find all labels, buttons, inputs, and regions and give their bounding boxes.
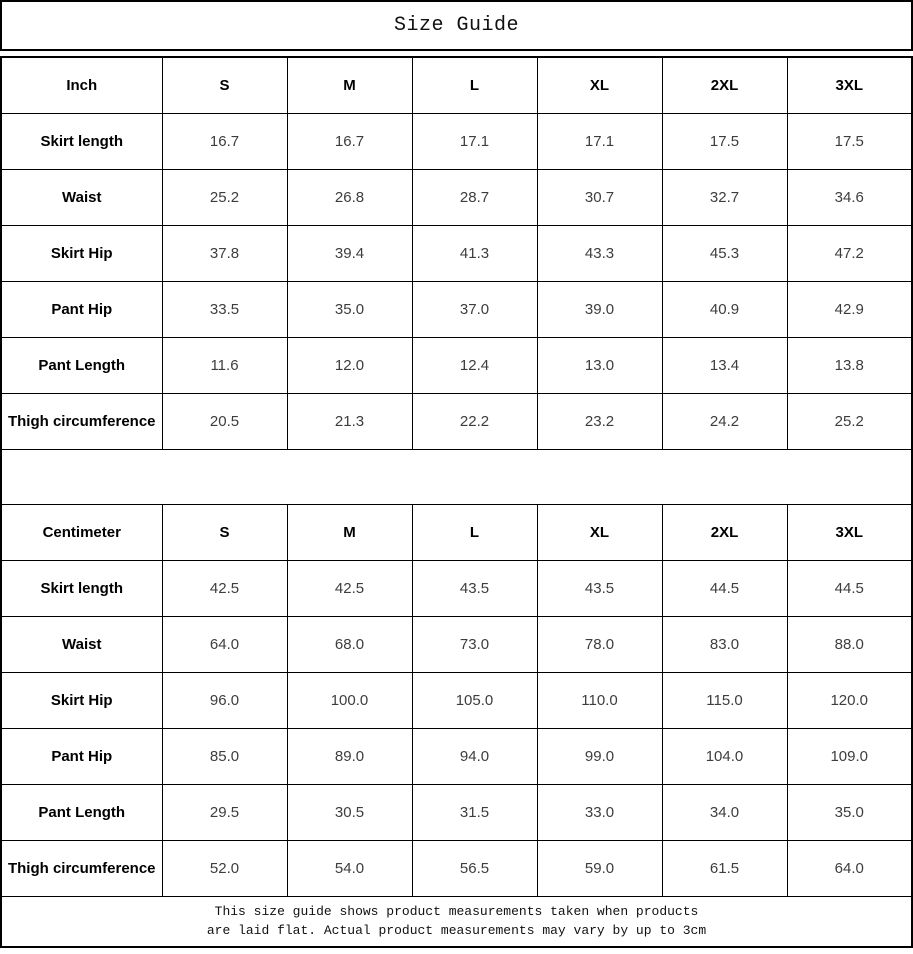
value-cell: 20.5 bbox=[162, 393, 287, 449]
size-header: 3XL bbox=[787, 504, 912, 560]
value-cell: 17.1 bbox=[412, 113, 537, 169]
value-cell: 41.3 bbox=[412, 225, 537, 281]
value-cell: 68.0 bbox=[287, 616, 412, 672]
table-row bbox=[1, 281, 912, 337]
value-cell: 34.0 bbox=[662, 784, 787, 840]
value-cell: 89.0 bbox=[287, 728, 412, 784]
value-cell: 109.0 bbox=[787, 728, 912, 784]
row-label: Skirt Hip bbox=[1, 225, 162, 281]
row-label: Waist bbox=[1, 616, 162, 672]
table-row bbox=[1, 169, 912, 225]
value-cell: 105.0 bbox=[412, 672, 537, 728]
value-cell: 35.0 bbox=[287, 281, 412, 337]
value-cell: 88.0 bbox=[787, 616, 912, 672]
value-cell: 45.3 bbox=[662, 225, 787, 281]
size-guide-table bbox=[0, 56, 913, 948]
value-cell: 100.0 bbox=[287, 672, 412, 728]
spacer-cell bbox=[1, 449, 912, 504]
value-cell: 43.3 bbox=[537, 225, 662, 281]
row-label: Pant Hip bbox=[1, 281, 162, 337]
value-cell: 32.7 bbox=[662, 169, 787, 225]
value-cell: 22.2 bbox=[412, 393, 537, 449]
value-cell: 47.2 bbox=[787, 225, 912, 281]
size-header: S bbox=[162, 57, 287, 113]
table-row bbox=[1, 560, 912, 616]
value-cell: 78.0 bbox=[537, 616, 662, 672]
value-cell: 13.8 bbox=[787, 337, 912, 393]
value-cell: 28.7 bbox=[412, 169, 537, 225]
value-cell: 25.2 bbox=[787, 393, 912, 449]
value-cell: 85.0 bbox=[162, 728, 287, 784]
table-row bbox=[1, 840, 912, 896]
size-header: S bbox=[162, 504, 287, 560]
table-row bbox=[1, 113, 912, 169]
value-cell: 44.5 bbox=[662, 560, 787, 616]
value-cell: 110.0 bbox=[537, 672, 662, 728]
size-header: M bbox=[287, 57, 412, 113]
table-row bbox=[1, 225, 912, 281]
value-cell: 104.0 bbox=[662, 728, 787, 784]
size-header: 2XL bbox=[662, 504, 787, 560]
value-cell: 94.0 bbox=[412, 728, 537, 784]
value-cell: 83.0 bbox=[662, 616, 787, 672]
value-cell: 42.5 bbox=[162, 560, 287, 616]
value-cell: 42.9 bbox=[787, 281, 912, 337]
value-cell: 34.6 bbox=[787, 169, 912, 225]
table-row bbox=[1, 616, 912, 672]
row-label: Pant Length bbox=[1, 337, 162, 393]
footer-note-line2: are laid flat. Actual product measurements may vary by up to 3cm bbox=[206, 923, 707, 939]
value-cell: 33.0 bbox=[537, 784, 662, 840]
inch-header-row bbox=[1, 57, 912, 113]
value-cell: 43.5 bbox=[537, 560, 662, 616]
row-label: Thigh circumference bbox=[1, 840, 162, 896]
value-cell: 13.4 bbox=[662, 337, 787, 393]
value-cell: 30.5 bbox=[287, 784, 412, 840]
value-cell: 16.7 bbox=[162, 113, 287, 169]
value-cell: 24.2 bbox=[662, 393, 787, 449]
value-cell: 17.5 bbox=[662, 113, 787, 169]
value-cell: 25.2 bbox=[162, 169, 287, 225]
value-cell: 64.0 bbox=[162, 616, 287, 672]
footer-note-line1: This size guide shows product measurements taken when products bbox=[214, 904, 699, 920]
row-label: Skirt length bbox=[1, 560, 162, 616]
table-row bbox=[1, 337, 912, 393]
value-cell: 39.4 bbox=[287, 225, 412, 281]
row-label: Skirt Hip bbox=[1, 672, 162, 728]
value-cell: 59.0 bbox=[537, 840, 662, 896]
value-cell: 23.2 bbox=[537, 393, 662, 449]
unit-header-centimeter: Centimeter bbox=[1, 504, 162, 560]
row-label: Thigh circumference bbox=[1, 393, 162, 449]
size-header: L bbox=[412, 57, 537, 113]
value-cell: 42.5 bbox=[287, 560, 412, 616]
size-header: M bbox=[287, 504, 412, 560]
value-cell: 12.4 bbox=[412, 337, 537, 393]
size-header: 3XL bbox=[787, 57, 912, 113]
row-label: Waist bbox=[1, 169, 162, 225]
table-row bbox=[1, 393, 912, 449]
size-header: XL bbox=[537, 504, 662, 560]
value-cell: 35.0 bbox=[787, 784, 912, 840]
table-row bbox=[1, 728, 912, 784]
value-cell: 12.0 bbox=[287, 337, 412, 393]
value-cell: 29.5 bbox=[162, 784, 287, 840]
row-label: Pant Length bbox=[1, 784, 162, 840]
centimeter-header-row bbox=[1, 504, 912, 560]
row-label: Pant Hip bbox=[1, 728, 162, 784]
value-cell: 31.5 bbox=[412, 784, 537, 840]
value-cell: 16.7 bbox=[287, 113, 412, 169]
value-cell: 30.7 bbox=[537, 169, 662, 225]
value-cell: 52.0 bbox=[162, 840, 287, 896]
unit-header-inch: Inch bbox=[1, 57, 162, 113]
footer-note-row bbox=[1, 896, 912, 947]
value-cell: 17.5 bbox=[787, 113, 912, 169]
title-box bbox=[0, 0, 913, 51]
value-cell: 99.0 bbox=[537, 728, 662, 784]
value-cell: 61.5 bbox=[662, 840, 787, 896]
value-cell: 39.0 bbox=[537, 281, 662, 337]
value-cell: 33.5 bbox=[162, 281, 287, 337]
table-row bbox=[1, 672, 912, 728]
value-cell: 73.0 bbox=[412, 616, 537, 672]
value-cell: 11.6 bbox=[162, 337, 287, 393]
value-cell: 37.0 bbox=[412, 281, 537, 337]
value-cell: 115.0 bbox=[662, 672, 787, 728]
value-cell: 21.3 bbox=[287, 393, 412, 449]
value-cell: 26.8 bbox=[287, 169, 412, 225]
size-header: L bbox=[412, 504, 537, 560]
row-label: Skirt length bbox=[1, 113, 162, 169]
value-cell: 13.0 bbox=[537, 337, 662, 393]
value-cell: 40.9 bbox=[662, 281, 787, 337]
table-row bbox=[1, 784, 912, 840]
footer-note-cell bbox=[1, 896, 912, 947]
size-header: 2XL bbox=[662, 57, 787, 113]
value-cell: 54.0 bbox=[287, 840, 412, 896]
value-cell: 17.1 bbox=[537, 113, 662, 169]
value-cell: 44.5 bbox=[787, 560, 912, 616]
value-cell: 56.5 bbox=[412, 840, 537, 896]
page-title: Size Guide bbox=[393, 14, 520, 37]
value-cell: 64.0 bbox=[787, 840, 912, 896]
size-header: XL bbox=[537, 57, 662, 113]
spacer-row bbox=[1, 449, 912, 504]
value-cell: 96.0 bbox=[162, 672, 287, 728]
value-cell: 37.8 bbox=[162, 225, 287, 281]
value-cell: 43.5 bbox=[412, 560, 537, 616]
value-cell: 120.0 bbox=[787, 672, 912, 728]
